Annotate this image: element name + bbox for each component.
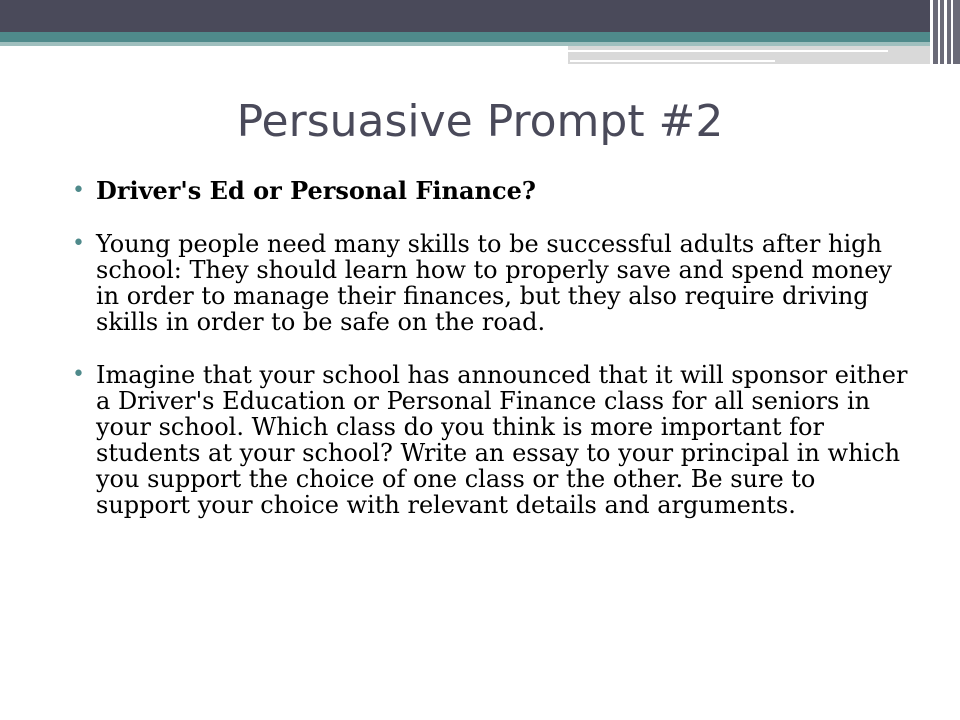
banner-stripe bbox=[930, 0, 933, 64]
banner-stripe bbox=[938, 0, 940, 64]
bullet-icon: • bbox=[72, 362, 85, 387]
slide-title: Persuasive Prompt #2 bbox=[236, 96, 724, 147]
banner-stripe bbox=[944, 0, 947, 64]
bullet-item bbox=[72, 231, 912, 335]
bullet-icon: • bbox=[72, 231, 85, 256]
bullet-list bbox=[72, 178, 912, 545]
bullet-icon: • bbox=[72, 178, 85, 203]
bullet-item bbox=[72, 362, 912, 518]
top-banner-teal bbox=[0, 32, 960, 42]
top-banner-accent-line bbox=[568, 50, 888, 52]
bullet-item bbox=[72, 178, 912, 204]
bullet-text: Young people need many skills to be successful adults after high school: They should learn how to properly save and spend money in order to manage their finances, but they also require driving skills in order to be safe on the road. bbox=[96, 230, 892, 336]
bullet-text: Driver's Ed or Personal Finance? bbox=[96, 176, 536, 205]
banner-stripe bbox=[953, 0, 960, 64]
top-banner-dark bbox=[0, 0, 960, 32]
top-banner-accent-line bbox=[570, 60, 775, 62]
bullet-text: Imagine that your school has announced that it will sponsor either a Driver's Education or Personal Finance class for all seniors in your school. Which class do you think is more important for students at your school? Write an essay to your principal in which you support the choice of one class or the other. Be sure to support your choice with relevant details and arguments. bbox=[96, 361, 908, 519]
